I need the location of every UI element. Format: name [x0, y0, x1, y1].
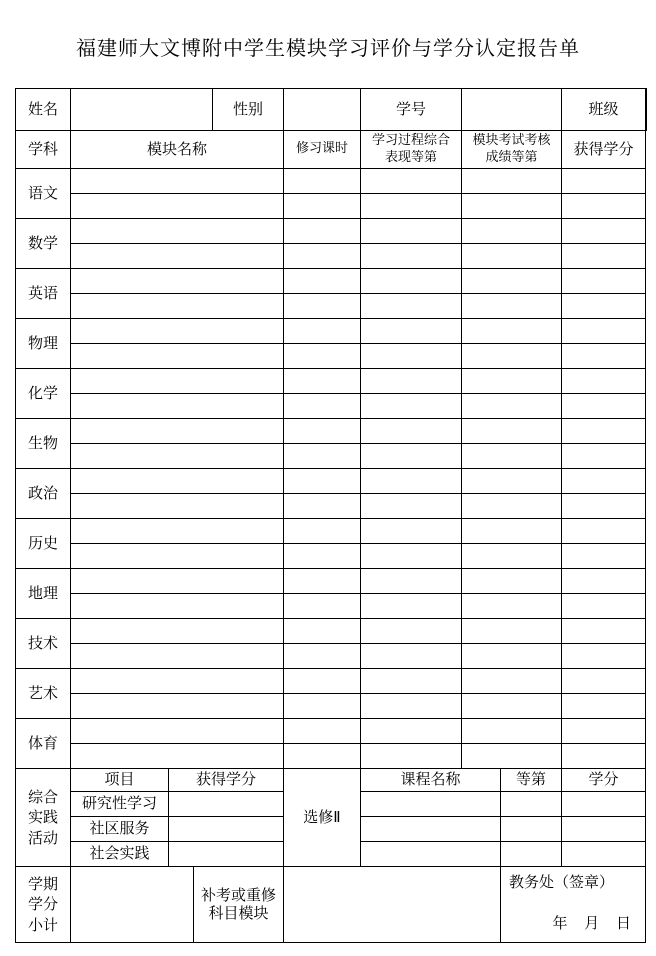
study-hours-cell[interactable] [284, 519, 361, 544]
subject-label: 化学 [16, 369, 71, 419]
gender-field[interactable] [284, 89, 361, 131]
exam-grade-cell[interactable] [462, 194, 562, 219]
elective-course-cell[interactable] [361, 817, 501, 842]
subject-row [16, 194, 647, 219]
module-name-cell[interactable] [71, 469, 284, 494]
study-hours-cell[interactable] [284, 319, 361, 344]
header-row [16, 131, 647, 169]
study-hours-header: 修习课时 [284, 131, 361, 169]
subject-label: 体育 [16, 719, 71, 769]
credits-cell[interactable] [562, 619, 646, 644]
process-grade-header: 学习过程综合 表现等第 [361, 131, 462, 169]
credits-earned-header: 获得学分 [562, 131, 646, 169]
subject-row [16, 244, 647, 269]
study-hours-cell[interactable] [284, 169, 361, 194]
process-grade-cell[interactable] [361, 344, 462, 369]
credits-cell[interactable] [562, 469, 646, 494]
study-hours-cell[interactable] [284, 544, 361, 569]
study-hours-cell[interactable] [284, 369, 361, 394]
academic-office-label: 教务处（签章） [509, 873, 615, 891]
module-name-cell[interactable] [71, 219, 284, 244]
subject-row [16, 394, 647, 419]
process-grade-cell[interactable] [361, 394, 462, 419]
module-name-cell[interactable] [71, 744, 284, 769]
subject-row [16, 694, 647, 719]
activity-credits-cell[interactable] [169, 842, 284, 867]
credits-cell[interactable] [562, 269, 646, 294]
module-name-cell[interactable] [71, 519, 284, 544]
student-id-field[interactable] [462, 89, 562, 131]
credits-cell[interactable] [562, 494, 646, 519]
subject-row [16, 469, 647, 494]
subject-row [16, 569, 647, 594]
credits-cell[interactable] [562, 644, 646, 669]
exam-grade-cell[interactable] [462, 269, 562, 294]
elective-course-cell[interactable] [361, 842, 501, 867]
credits-cell[interactable] [562, 719, 646, 744]
exam-grade-cell[interactable] [462, 519, 562, 544]
module-name-cell[interactable] [71, 269, 284, 294]
elective-credits-cell[interactable] [562, 842, 646, 867]
subject-label: 地理 [16, 569, 71, 619]
subject-label: 物理 [16, 319, 71, 369]
study-hours-cell[interactable] [284, 394, 361, 419]
exam-grade-cell[interactable] [462, 594, 562, 619]
credits-cell[interactable] [562, 669, 646, 694]
subject-label: 生物 [16, 419, 71, 469]
module-name-cell[interactable] [71, 194, 284, 219]
subject-label: 技术 [16, 619, 71, 669]
credits-cell[interactable] [562, 169, 646, 194]
credits-cell[interactable] [562, 319, 646, 344]
document-title: 福建师大文博附中学生模块学习评价与学分认定报告单 [76, 36, 580, 60]
subject-row [16, 644, 647, 669]
credits-cell[interactable] [562, 344, 646, 369]
credits-cell[interactable] [562, 394, 646, 419]
process-grade-cell[interactable] [361, 319, 462, 344]
study-hours-cell[interactable] [284, 194, 361, 219]
process-grade-cell[interactable] [361, 619, 462, 644]
exam-grade-cell[interactable] [462, 744, 562, 769]
subject-row [16, 544, 647, 569]
module-name-cell[interactable] [71, 594, 284, 619]
process-grade-cell[interactable] [361, 494, 462, 519]
semester-label: 学期 学分 小计 [16, 867, 71, 943]
gender-label: 性别 [213, 89, 284, 131]
study-hours-cell[interactable] [284, 269, 361, 294]
class-field[interactable] [646, 89, 647, 131]
process-grade-cell[interactable] [361, 194, 462, 219]
elective-grade-header: 等第 [501, 769, 562, 792]
study-hours-cell[interactable] [284, 444, 361, 469]
elective-course-header: 课程名称 [361, 769, 501, 792]
study-hours-cell[interactable] [284, 344, 361, 369]
study-hours-cell[interactable] [284, 644, 361, 669]
process-grade-cell[interactable] [361, 719, 462, 744]
process-grade-cell[interactable] [361, 219, 462, 244]
makeup-label: 补考或重修 科目模块 [194, 867, 284, 943]
elective-credits-cell[interactable] [562, 817, 646, 842]
exam-grade-cell[interactable] [462, 169, 562, 194]
credits-cell[interactable] [562, 544, 646, 569]
exam-grade-cell[interactable] [462, 219, 562, 244]
activity-item-research: 研究性学习 [71, 792, 169, 817]
exam-grade-cell[interactable] [462, 619, 562, 644]
subject-label: 艺术 [16, 669, 71, 719]
activity-item-social: 社会实践 [71, 842, 169, 867]
exam-grade-cell[interactable] [462, 419, 562, 444]
exam-grade-cell[interactable] [462, 469, 562, 494]
process-grade-cell[interactable] [361, 169, 462, 194]
student-id-label: 学号 [361, 89, 462, 131]
study-hours-cell[interactable] [284, 744, 361, 769]
study-hours-cell[interactable] [284, 694, 361, 719]
subject-row [16, 269, 647, 294]
credits-cell[interactable] [562, 244, 646, 269]
activity-credits-cell[interactable] [169, 792, 284, 817]
process-grade-cell[interactable] [361, 544, 462, 569]
credits-cell[interactable] [562, 519, 646, 544]
elective-label: 选修Ⅱ [284, 769, 361, 867]
subject-row [16, 344, 647, 369]
process-grade-cell[interactable] [361, 469, 462, 494]
subject-row [16, 419, 647, 444]
elective-credits-header: 学分 [562, 769, 646, 792]
subject-label: 语文 [16, 169, 71, 219]
subject-row [16, 219, 647, 244]
credits-cell[interactable] [562, 594, 646, 619]
study-hours-cell[interactable] [284, 469, 361, 494]
exam-grade-cell[interactable] [462, 644, 562, 669]
module-name-cell[interactable] [71, 294, 284, 319]
subject-header: 学科 [16, 131, 71, 169]
study-hours-cell[interactable] [284, 494, 361, 519]
subject-row [16, 519, 647, 544]
credits-cell[interactable] [562, 194, 646, 219]
report-form [15, 88, 647, 943]
module-name-cell[interactable] [71, 419, 284, 444]
elective-grade-cell[interactable] [501, 792, 562, 817]
elective-grade-cell[interactable] [501, 817, 562, 842]
exam-grade-cell[interactable] [462, 444, 562, 469]
module-name-header: 模块名称 [71, 131, 284, 169]
subject-label: 英语 [16, 269, 71, 319]
process-grade-cell[interactable] [361, 519, 462, 544]
study-hours-cell[interactable] [284, 669, 361, 694]
elective-grade-cell[interactable] [501, 842, 562, 867]
report-table [15, 88, 647, 943]
process-grade-cell[interactable] [361, 569, 462, 594]
subject-row [16, 744, 647, 769]
exam-grade-cell[interactable] [462, 369, 562, 394]
subject-label: 政治 [16, 469, 71, 519]
subject-row [16, 619, 647, 644]
module-name-cell[interactable] [71, 619, 284, 644]
makeup-modules-cell[interactable] [284, 867, 501, 943]
credits-cell[interactable] [562, 694, 646, 719]
process-grade-cell[interactable] [361, 444, 462, 469]
info-row [16, 89, 647, 131]
process-grade-cell[interactable] [361, 594, 462, 619]
module-name-cell[interactable] [71, 719, 284, 744]
exam-grade-cell[interactable] [462, 344, 562, 369]
credits-cell[interactable] [562, 569, 646, 594]
study-hours-cell[interactable] [284, 219, 361, 244]
subject-row [16, 319, 647, 344]
exam-grade-cell[interactable] [462, 319, 562, 344]
activity-item-community: 社区服务 [71, 817, 169, 842]
name-label: 姓名 [16, 89, 71, 131]
subject-row [16, 494, 647, 519]
exam-grade-cell[interactable] [462, 694, 562, 719]
credits-cell[interactable] [562, 219, 646, 244]
credits-cell[interactable] [562, 294, 646, 319]
elective-credits-cell[interactable] [562, 792, 646, 817]
study-hours-cell[interactable] [284, 719, 361, 744]
activities-label: 综合 实践 活动 [16, 769, 71, 867]
exam-grade-cell[interactable] [462, 294, 562, 319]
module-name-cell[interactable] [71, 444, 284, 469]
module-name-cell[interactable] [71, 394, 284, 419]
subject-row [16, 669, 647, 694]
exam-grade-cell[interactable] [462, 669, 562, 694]
process-grade-cell[interactable] [361, 294, 462, 319]
subject-row [16, 444, 647, 469]
exam-grade-cell[interactable] [462, 719, 562, 744]
exam-grade-cell[interactable] [462, 569, 562, 594]
module-name-cell[interactable] [71, 694, 284, 719]
subject-row [16, 719, 647, 744]
activity-credits-header: 获得学分 [169, 769, 284, 792]
activities-header-row [16, 769, 647, 792]
module-name-cell[interactable] [71, 169, 284, 194]
module-name-cell[interactable] [71, 319, 284, 344]
subject-row [16, 169, 647, 194]
credits-cell[interactable] [562, 419, 646, 444]
semester-row [16, 867, 647, 943]
activity-credits-cell[interactable] [169, 817, 284, 842]
exam-grade-cell[interactable] [462, 494, 562, 519]
academic-office-stamp[interactable] [501, 867, 646, 943]
exam-grade-header: 模块考试考核 成绩等第 [462, 131, 562, 169]
process-grade-cell[interactable] [361, 669, 462, 694]
process-grade-cell[interactable] [361, 419, 462, 444]
module-name-cell[interactable] [71, 494, 284, 519]
study-hours-cell[interactable] [284, 594, 361, 619]
module-name-cell[interactable] [71, 669, 284, 694]
module-name-cell[interactable] [71, 569, 284, 594]
subject-label: 历史 [16, 519, 71, 569]
study-hours-cell[interactable] [284, 569, 361, 594]
study-hours-cell[interactable] [284, 619, 361, 644]
study-hours-cell[interactable] [284, 294, 361, 319]
process-grade-cell[interactable] [361, 694, 462, 719]
credits-cell[interactable] [562, 744, 646, 769]
subject-row [16, 294, 647, 319]
module-name-cell[interactable] [71, 344, 284, 369]
credits-cell[interactable] [562, 369, 646, 394]
study-hours-cell[interactable] [284, 244, 361, 269]
process-grade-cell[interactable] [361, 269, 462, 294]
process-grade-cell[interactable] [361, 744, 462, 769]
activity-item-header: 项目 [71, 769, 169, 792]
exam-grade-cell[interactable] [462, 394, 562, 419]
exam-grade-cell[interactable] [462, 244, 562, 269]
credits-cell[interactable] [562, 444, 646, 469]
subject-row [16, 369, 647, 394]
module-name-cell[interactable] [71, 644, 284, 669]
module-name-cell[interactable] [71, 544, 284, 569]
elective-course-cell[interactable] [361, 792, 501, 817]
class-label: 班级 [562, 89, 646, 131]
semester-credits-cell[interactable] [71, 867, 194, 943]
stamp-date: 年 月 日 [552, 913, 631, 932]
module-name-cell[interactable] [71, 244, 284, 269]
process-grade-cell[interactable] [361, 369, 462, 394]
subject-label: 数学 [16, 219, 71, 269]
name-field[interactable] [71, 89, 213, 131]
study-hours-cell[interactable] [284, 419, 361, 444]
module-name-cell[interactable] [71, 369, 284, 394]
process-grade-cell[interactable] [361, 644, 462, 669]
subject-row [16, 594, 647, 619]
exam-grade-cell[interactable] [462, 544, 562, 569]
process-grade-cell[interactable] [361, 244, 462, 269]
